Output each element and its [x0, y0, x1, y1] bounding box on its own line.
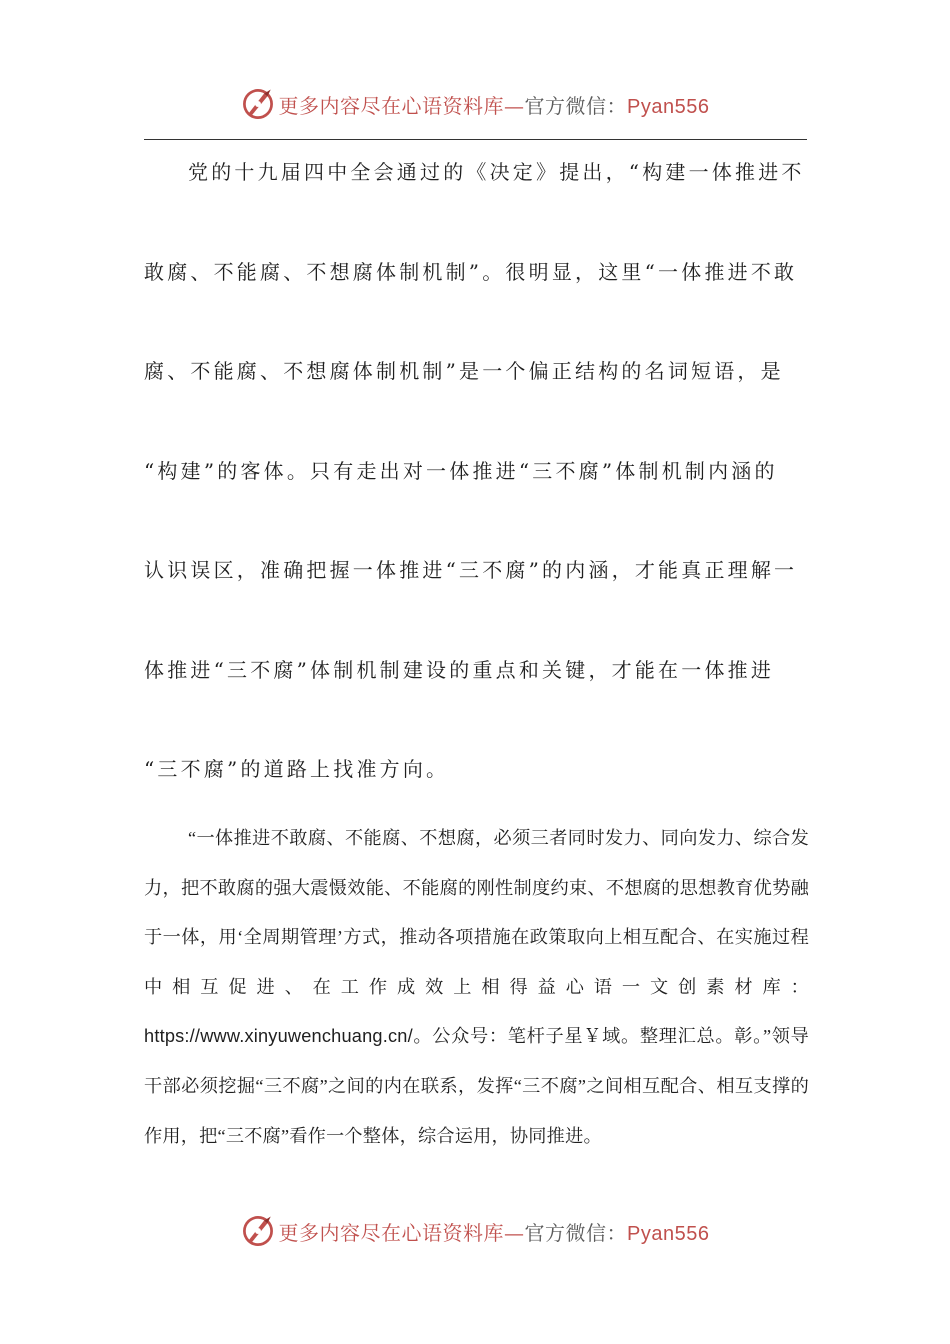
footer-banner-text — [279, 1217, 710, 1246]
paragraph-2 — [144, 814, 809, 1161]
header-banner-wechat-id: Pyan556 — [627, 95, 710, 118]
paragraph-1-line: “三不腐”的道路上找准方向。 — [144, 757, 450, 781]
website-url-link[interactable]: https://www.xinyuwenchuang.cn/ — [144, 1026, 413, 1047]
header-banner-dash: — — [504, 93, 525, 118]
footer-banner-wechat-id: Pyan556 — [627, 1222, 710, 1245]
paragraph-1-line: 体推进“三不腐”体制机制建设的重点和关键，才能在一体推进 — [144, 657, 775, 682]
footer-banner-main: 更多内容尽在心语资料库 — [278, 1220, 505, 1245]
paragraph-2-text-continued: 。公众号：笔杆子星￥域。整理汇总。彰。”领导干部必须挖掘“三不腐”之间的内在联系，发挥“三不腐”之间相互配合、相互支撑的作用，把“三不腐”看作一个整体，综合运用，协同推进。 — [144, 1026, 809, 1146]
footer-banner-wechat-label: 官方微信： — [524, 1220, 628, 1245]
header-divider — [144, 139, 807, 140]
header-banner-text — [279, 90, 710, 119]
header-banner-main: 更多内容尽在心语资料库 — [278, 93, 505, 118]
header-banner — [0, 84, 950, 124]
footer-banner — [0, 1211, 950, 1251]
paragraph-1-line: “构建”的客体。只有走出对一体推进“三不腐”体制机制内涵的 — [144, 458, 778, 483]
paragraph-1-line: 认识误区，准确把握一体推进“三不腐”的内涵，才能真正理解一 — [144, 558, 798, 582]
paragraph-1-line: 腐、不能腐、不想腐体制机制”是一个偏正结构的名词短语，是 — [144, 359, 784, 383]
paragraph-1-line: 敢腐、不能腐、不想腐体制机制”。很明显，这里“一体推进不敢 — [144, 259, 798, 284]
paragraph-2-text: “一体推进不敢腐、不能腐、不想腐，必须三者同时发力、同向发力、综合发力，把不敢腐的强大震慑效能、不能腐的刚性制度约束、不想腐的思想教育优势融于一体，用‘全周期管理’方式，推动各项措施在政策取向上相互配合、在实施过程中相互促进、在工作成效上相得益心语一文创素材库： — [144, 828, 809, 997]
paragraph-1 — [144, 150, 809, 847]
quill-pen-logo-icon — [241, 1214, 275, 1248]
quill-pen-logo-icon — [241, 87, 275, 121]
footer-banner-dash: — — [504, 1220, 525, 1245]
header-banner-wechat-label: 官方微信： — [524, 93, 628, 118]
paragraph-1-line: 党的十九届四中全会通过的《决定》提出，“构建一体推进不 — [188, 160, 805, 184]
